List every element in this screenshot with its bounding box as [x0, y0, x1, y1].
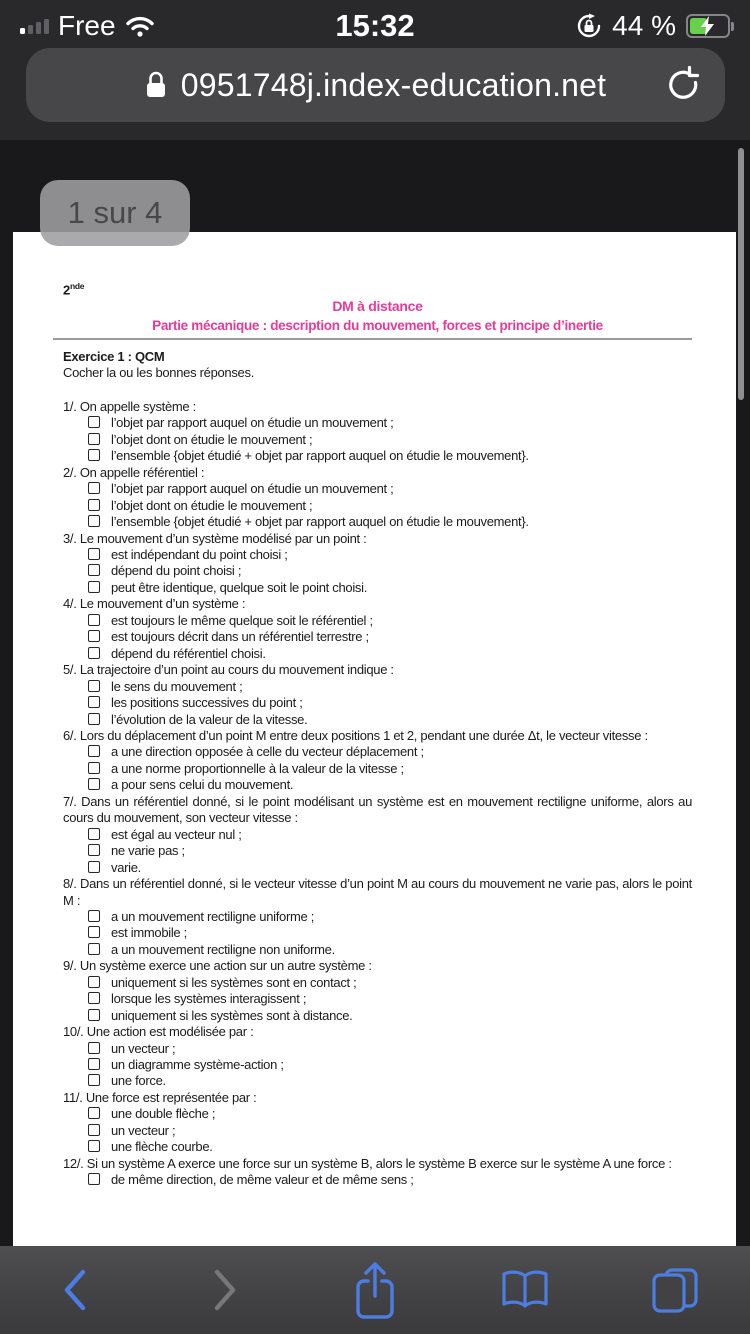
wifi-icon [125, 15, 155, 37]
question-text: 8/. Dans un référentiel donné, si le vecteur vitesse d’un point M au cours du mouvement ne varie pas, alors le point M : [63, 876, 692, 908]
option-label: l’objet dont on étudie le mouvement ; [111, 497, 313, 513]
status-time: 15:32 [335, 8, 415, 43]
checkbox-icon[interactable] [88, 992, 100, 1004]
qcm-option [63, 1106, 692, 1122]
qcm-option [63, 1123, 692, 1139]
checkbox-icon[interactable] [88, 1009, 100, 1021]
option-label: est toujours décrit dans un référentiel terrestre ; [111, 629, 369, 645]
option-list [63, 481, 692, 530]
doc-subtitle: Partie mécanique : description du mouvement, forces et principe d’inertie [152, 318, 603, 333]
page-indicator-badge: 1 sur 4 [40, 180, 190, 246]
qcm-option [63, 744, 692, 760]
share-button[interactable] [300, 1246, 450, 1334]
title-divider [53, 338, 692, 340]
option-label: les positions successives du point ; [111, 695, 303, 711]
option-label: un vecteur ; [111, 1040, 176, 1056]
scrollbar-thumb[interactable] [738, 148, 744, 400]
qcm-option [63, 481, 692, 497]
option-label: a pour sens celui du mouvement. [111, 777, 294, 793]
checkbox-icon[interactable] [88, 416, 100, 428]
checkbox-icon[interactable] [88, 1074, 100, 1086]
option-label: est indépendant du point choisi ; [111, 546, 288, 562]
checkbox-icon[interactable] [88, 1173, 100, 1185]
qcm-question [63, 958, 692, 1024]
qcm-option [63, 1172, 692, 1188]
question-list [63, 399, 692, 1189]
qcm-option [63, 942, 692, 958]
reload-button[interactable] [665, 65, 703, 105]
checkbox-icon[interactable] [88, 581, 100, 593]
checkbox-icon[interactable] [88, 861, 100, 873]
option-label: l’évolution de la valeur de la vitesse. [111, 711, 308, 727]
orientation-lock-icon [576, 13, 602, 39]
question-text: 11/. Une force est représentée par : [63, 1089, 257, 1105]
qcm-option [63, 925, 692, 941]
checkbox-icon[interactable] [88, 482, 100, 494]
qcm-question [63, 531, 692, 597]
question-text: 5/. La trajectoire d’un point au cours du mouvement indique : [63, 662, 394, 678]
qcm-option [63, 1008, 692, 1024]
qcm-option [63, 498, 692, 514]
qcm-question [63, 1156, 692, 1189]
qcm-option [63, 1139, 692, 1155]
safari-bottom-toolbar [0, 1246, 750, 1334]
checkbox-icon[interactable] [88, 844, 100, 856]
option-label: a une direction opposée à celle du vecteur déplacement ; [111, 744, 424, 760]
checkbox-icon[interactable] [88, 1107, 100, 1119]
qcm-question [63, 1024, 692, 1090]
option-label: est égal au vecteur nul ; [111, 826, 242, 842]
question-text: 6/. Lors du déplacement d’un point M entre deux positions 1 et 2, pendant une durée Δt, le vecteur vitesse : [63, 727, 648, 743]
qcm-option [63, 629, 692, 645]
option-label: dépend du référentiel choisi. [111, 645, 266, 661]
option-label: l’ensemble {objet étudié + objet par rapport auquel on étudie le mouvement}. [111, 448, 529, 464]
tabs-button[interactable] [600, 1246, 750, 1334]
safari-top-chrome [0, 0, 750, 140]
question-text: 7/. Dans un référentiel donné, si le point modélisant un système est en mouvement rectiligne uniforme, alors au cours du mouvement, son vecteur vitesse : [63, 793, 692, 826]
question-text: 3/. Le mouvement d’un système modélisé par un point : [63, 530, 367, 546]
checkbox-icon[interactable] [88, 1140, 100, 1152]
url-bar[interactable] [26, 48, 725, 122]
qcm-option [63, 777, 692, 793]
checkbox-icon[interactable] [88, 1058, 100, 1070]
option-label: dépend du point choisi ; [111, 563, 242, 579]
qcm-option [63, 843, 692, 859]
tabs-icon [650, 1266, 700, 1314]
checkbox-icon[interactable] [88, 647, 100, 659]
question-text: 2/. On appelle référentiel : [63, 464, 205, 480]
checkbox-icon[interactable] [88, 433, 100, 445]
status-bar [0, 0, 750, 46]
back-button[interactable] [0, 1246, 150, 1334]
option-label: une force. [111, 1073, 166, 1089]
qcm-option [63, 761, 692, 777]
checkbox-icon[interactable] [88, 943, 100, 955]
option-list [63, 1172, 692, 1188]
option-label: varie. [111, 859, 141, 875]
web-content[interactable] [0, 140, 750, 1246]
qcm-option [63, 679, 692, 695]
qcm-option [63, 432, 692, 448]
option-label: est toujours le même quelque soit le référentiel ; [111, 612, 373, 628]
qcm-question [63, 876, 692, 958]
option-label: a un mouvement rectiligne uniforme ; [111, 908, 315, 924]
option-label: l’objet par rapport auquel on étudie un mouvement ; [111, 481, 394, 497]
qcm-option [63, 695, 692, 711]
option-list [63, 744, 692, 793]
exercise-heading: Exercice 1 : QCM [63, 349, 165, 364]
option-list [63, 547, 692, 596]
checkbox-icon[interactable] [88, 745, 100, 757]
option-label: peut être identique, quelque soit le point choisi. [111, 579, 368, 595]
qcm-option [63, 646, 692, 662]
option-label: de même direction, de même valeur et de même sens ; [111, 1172, 414, 1188]
qcm-option [63, 991, 692, 1007]
pdf-document [13, 232, 736, 1189]
chevron-left-icon [62, 1268, 88, 1312]
option-label: un vecteur ; [111, 1122, 176, 1138]
question-text: 12/. Si un système A exerce une force sur un système B, alors le système B exerce sur le système A une force : [63, 1155, 672, 1171]
qcm-question [63, 596, 692, 662]
chevron-right-icon [212, 1268, 238, 1312]
option-list [63, 679, 692, 728]
carrier-label: Free [58, 10, 116, 41]
qcm-option [63, 1073, 692, 1089]
checkbox-icon[interactable] [88, 499, 100, 511]
qcm-option [63, 909, 692, 925]
option-label: a un mouvement rectiligne non uniforme. [111, 941, 335, 957]
url-text: 0951748j.index-education.net [180, 66, 607, 103]
option-label: l’objet dont on étudie le mouvement ; [111, 431, 313, 447]
option-label: lorsque les systèmes interagissent ; [111, 991, 307, 1007]
option-list [63, 975, 692, 1024]
qcm-option [63, 613, 692, 629]
question-text: 9/. Un système exerce une action sur un autre système : [63, 958, 372, 974]
checkbox-icon[interactable] [88, 680, 100, 692]
option-label: ne varie pas ; [111, 843, 185, 859]
option-label: l’ensemble {objet étudié + objet par rapport auquel on étudie le mouvement}. [111, 514, 529, 530]
question-text: 10/. Une action est modélisée par : [63, 1024, 254, 1040]
battery-percent-label: 44 % [612, 10, 676, 41]
option-list [63, 1041, 692, 1090]
battery-charging-icon [686, 14, 734, 38]
qcm-option [63, 514, 692, 530]
qcm-option [63, 712, 692, 728]
option-label: l’objet par rapport auquel on étudie un mouvement ; [111, 415, 394, 431]
cellular-signal-icon [20, 18, 49, 34]
qcm-option [63, 975, 692, 991]
qcm-question [63, 662, 692, 728]
lock-icon [145, 70, 167, 100]
qcm-option [63, 580, 692, 596]
checkbox-icon[interactable] [88, 515, 100, 527]
grade-level: 2nde [63, 281, 85, 298]
option-label: uniquement si les systèmes sont en contact ; [111, 974, 357, 990]
qcm-option [63, 827, 692, 843]
checkbox-icon[interactable] [88, 696, 100, 708]
checkbox-icon[interactable] [88, 926, 100, 938]
option-list [63, 613, 692, 662]
question-text: 1/. On appelle système : [63, 398, 196, 414]
checkbox-icon[interactable] [88, 976, 100, 988]
qcm-question [63, 794, 692, 876]
qcm-question [63, 399, 692, 465]
checkbox-icon[interactable] [88, 762, 100, 774]
qcm-option [63, 1057, 692, 1073]
option-list [63, 1106, 692, 1155]
doc-title: DM à distance [332, 298, 423, 314]
checkbox-icon[interactable] [88, 1124, 100, 1136]
checkbox-icon[interactable] [88, 564, 100, 576]
option-label: le sens du mouvement ; [111, 678, 243, 694]
qcm-option [63, 860, 692, 876]
option-label: une flèche courbe. [111, 1139, 213, 1155]
qcm-option [63, 415, 692, 431]
qcm-question [63, 1090, 692, 1156]
option-list [63, 415, 692, 464]
checkbox-icon[interactable] [88, 548, 100, 560]
option-label: un diagramme système-action ; [111, 1057, 284, 1073]
qcm-option [63, 448, 692, 464]
forward-button[interactable] [150, 1246, 300, 1334]
option-label: uniquement si les systèmes sont à distance. [111, 1007, 353, 1023]
qcm-option [63, 563, 692, 579]
qcm-question [63, 465, 692, 531]
reload-icon [665, 65, 703, 105]
qcm-option [63, 1041, 692, 1057]
option-list [63, 909, 692, 958]
option-label: est immobile ; [111, 925, 187, 941]
checkbox-icon[interactable] [88, 630, 100, 642]
checkbox-icon[interactable] [88, 713, 100, 725]
qcm-option [63, 547, 692, 563]
exercise-instruction: Cocher la ou les bonnes réponses. [63, 365, 255, 381]
option-label: une double flèche ; [111, 1106, 216, 1122]
checkbox-icon[interactable] [88, 614, 100, 626]
qcm-question [63, 728, 692, 794]
option-list [63, 827, 692, 876]
checkbox-icon[interactable] [88, 910, 100, 922]
book-icon [499, 1267, 551, 1313]
question-text: 4/. Le mouvement d’un système : [63, 596, 246, 612]
checkbox-icon[interactable] [88, 828, 100, 840]
bookmarks-button[interactable] [450, 1246, 600, 1334]
share-icon [351, 1260, 399, 1320]
checkbox-icon[interactable] [88, 1042, 100, 1054]
pdf-page [13, 232, 736, 1246]
checkbox-icon[interactable] [88, 449, 100, 461]
option-label: a une norme proportionnelle à la valeur de la vitesse ; [111, 760, 404, 776]
checkbox-icon[interactable] [88, 778, 100, 790]
